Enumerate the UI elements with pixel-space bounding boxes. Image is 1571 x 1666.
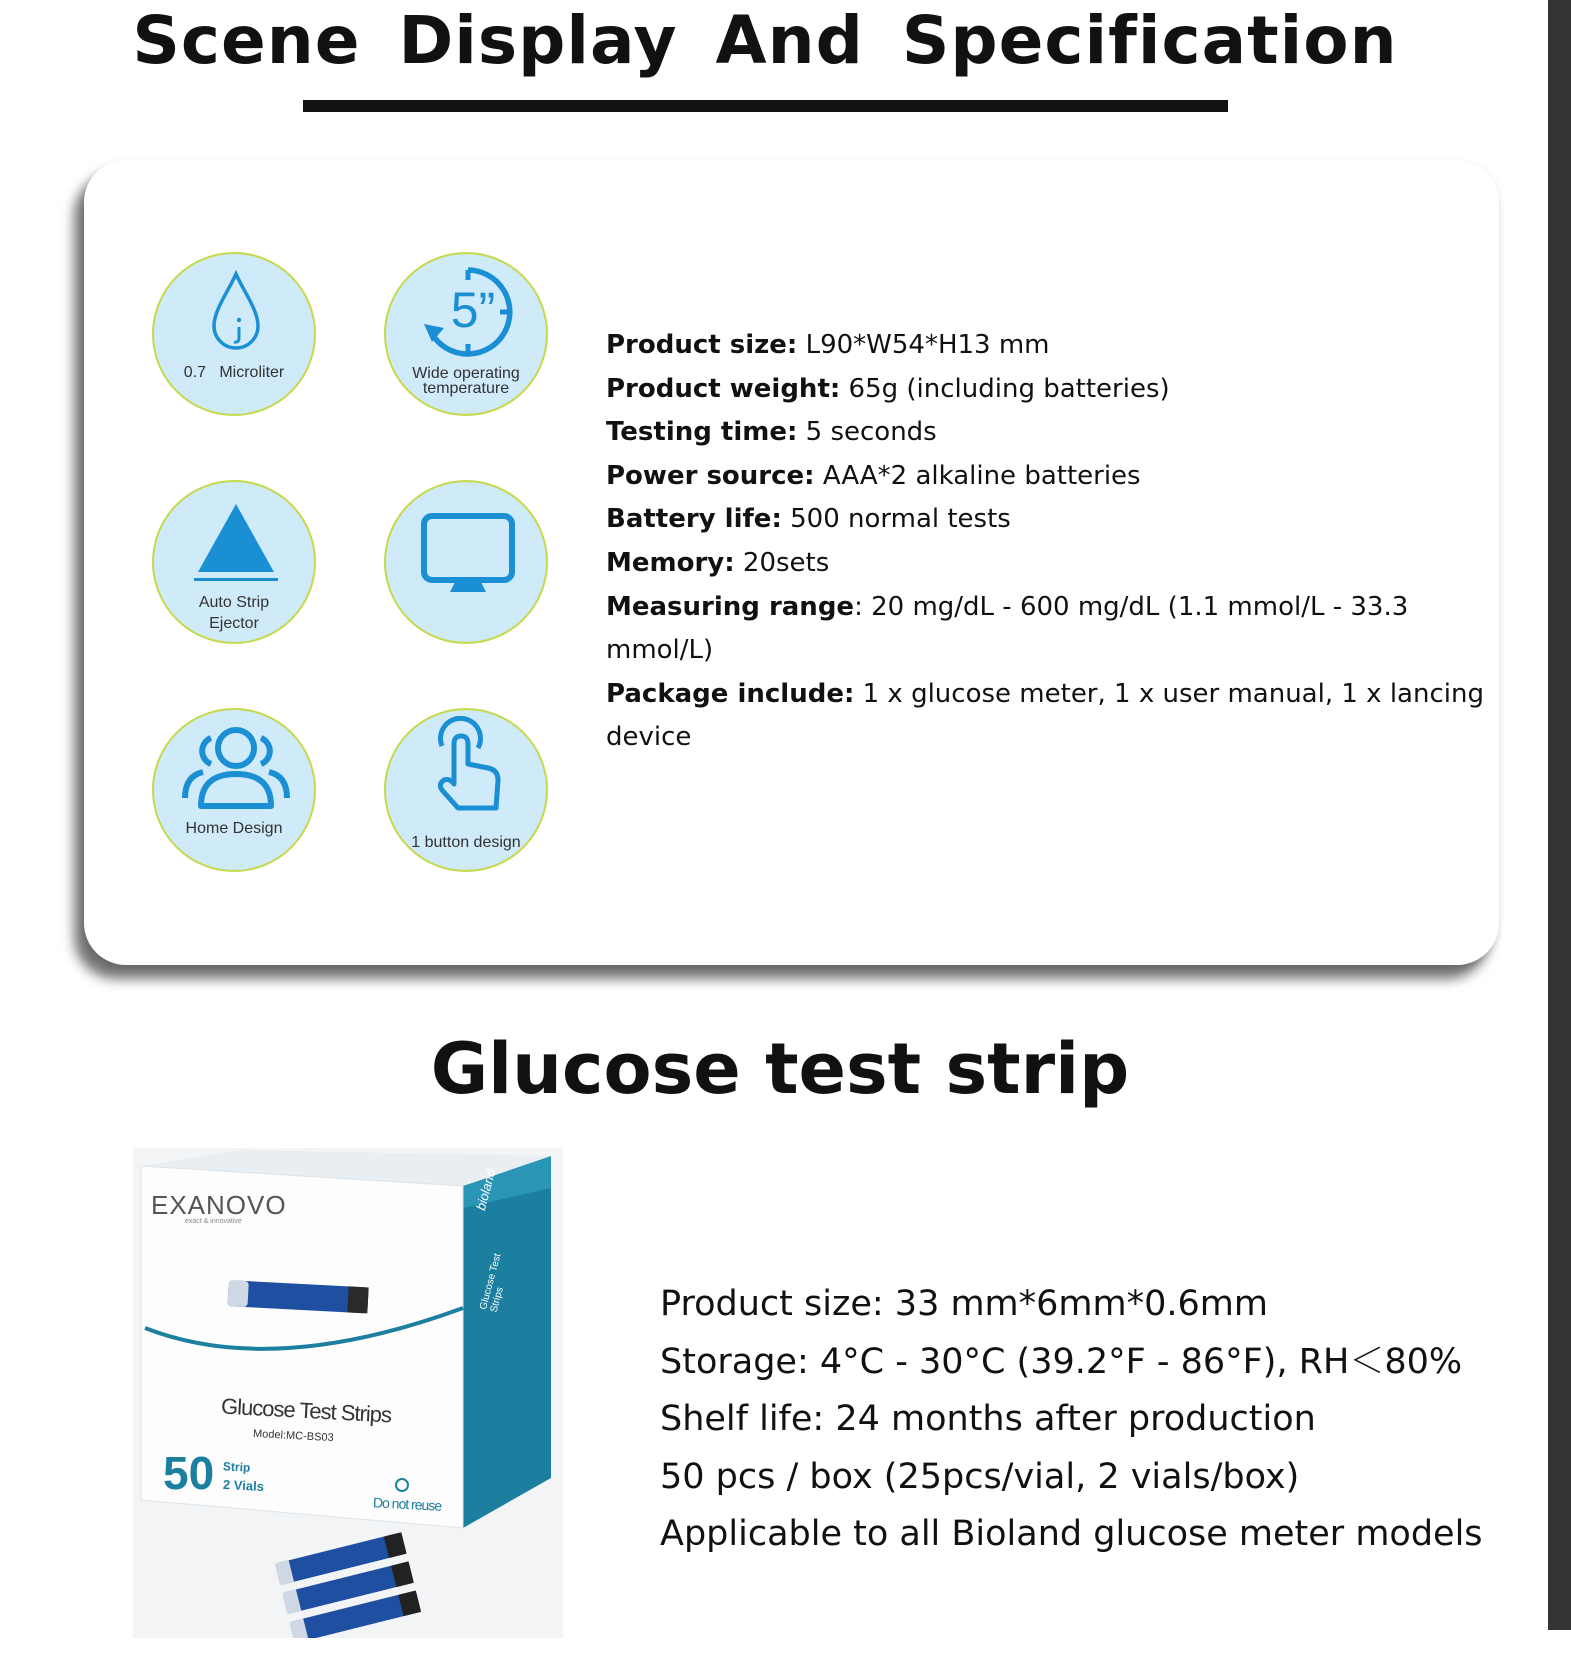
spec-testing-time: Testing time: 5 seconds bbox=[606, 417, 937, 448]
strip-spec-list bbox=[660, 1276, 1550, 1564]
spec-product-weight: Product weight: 65g (including batteries) bbox=[606, 373, 1170, 404]
meter-spec-list bbox=[606, 324, 1486, 760]
strip-spec-size: Product size: 33 mm*6mm*0.6mm bbox=[660, 1284, 1268, 1324]
spec-measuring-range: Measuring range: 20 mg/dL - 600 mg/dL (1.1 mmol/L - 33.3 mmol/L) bbox=[606, 591, 1409, 666]
box-side-brand: bioland bbox=[473, 1167, 499, 1212]
timer-badge: 5” bbox=[450, 282, 496, 338]
feature-microliter bbox=[152, 252, 316, 416]
feature-label: 1 button design bbox=[411, 834, 521, 851]
strip-spec-compatibility: Applicable to all Bioland glucose meter models bbox=[660, 1514, 1483, 1554]
feature-one-button bbox=[384, 708, 548, 872]
box-vials: 2 Vials bbox=[222, 1476, 265, 1495]
box-count-unit: Strip bbox=[222, 1459, 251, 1475]
box-count: 50 bbox=[163, 1447, 215, 1499]
feature-label: Wide operating temperature bbox=[412, 365, 520, 397]
test-strip-box-image bbox=[133, 1148, 563, 1638]
monitor-screen-icon bbox=[420, 512, 516, 596]
feature-label: Home Design bbox=[185, 820, 283, 837]
box-side-title: Glucose Test Strips bbox=[478, 1252, 506, 1314]
spec-power-source: Power source: AAA*2 alkaline batteries bbox=[606, 460, 1141, 491]
no-reuse-icon bbox=[395, 1478, 409, 1492]
family-users-icon bbox=[181, 724, 291, 812]
spec-battery-life: Battery life: 500 normal tests bbox=[606, 504, 1011, 535]
feature-label: 0.7 Microliter bbox=[183, 364, 285, 381]
spec-package-include: Package include: 1 x glucose meter, 1 x user manual, 1 x lancing device bbox=[606, 678, 1484, 753]
eject-triangle-icon bbox=[194, 502, 278, 582]
feature-wide-temperature bbox=[384, 252, 548, 416]
spec-memory: Memory: 20sets bbox=[606, 547, 830, 578]
strip-spec-quantity: 50 pcs / box (25pcs/vial, 2 vials/box) bbox=[660, 1456, 1300, 1497]
feature-auto-ejector bbox=[152, 480, 316, 644]
box-warning: Do not reuse bbox=[372, 1494, 442, 1514]
feature-display bbox=[384, 480, 548, 644]
finger-press-icon bbox=[428, 716, 508, 816]
strip-spec-shelf-life: Shelf life: 24 months after production bbox=[660, 1399, 1316, 1439]
right-edge-bar bbox=[1548, 0, 1571, 1630]
strip-section-title: Glucose test strip bbox=[430, 1028, 1130, 1110]
box-tagline: exact & innovative bbox=[185, 1218, 242, 1225]
page-title: Scene Display And Specification bbox=[132, 2, 1398, 79]
feature-home-design bbox=[152, 708, 316, 872]
strip-spec-storage: Storage: 4°C - 30°C (39.2°F - 86°F), RH＜80% bbox=[660, 1341, 1463, 1382]
title-underline bbox=[303, 100, 1228, 112]
blood-drop-icon bbox=[206, 270, 266, 356]
spec-product-size: Product size: L90*W54*H13 mm bbox=[606, 330, 1050, 360]
box-product-name: Glucose Test Strips bbox=[220, 1393, 392, 1428]
box-brand: EXANOVO bbox=[151, 1190, 287, 1220]
box-model: Model:MC-BS03 bbox=[252, 1427, 334, 1445]
feature-label: Auto Strip Ejector bbox=[198, 594, 270, 632]
